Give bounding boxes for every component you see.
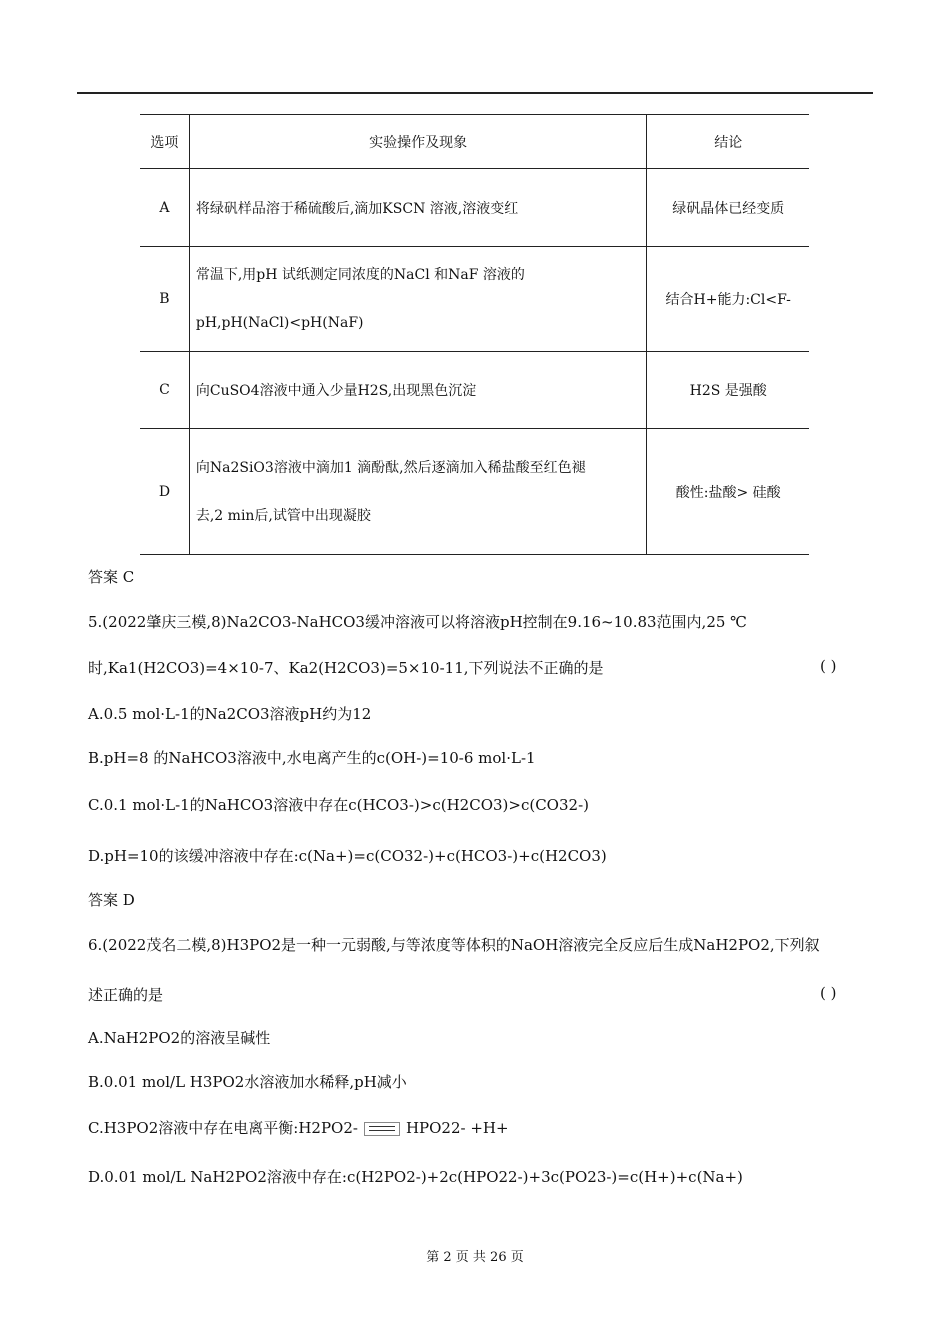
q6-stem-line2: 述正确的是	[88, 986, 164, 1004]
q6-stem-line1: 6.(2022茂名二模,8)H3PO2是一种一元弱酸,与等浓度等体积的NaOH溶液完全反应后生成NaH2PO2,下列叙	[88, 936, 820, 954]
row-option: A	[140, 169, 189, 247]
table-row	[140, 247, 809, 352]
row-option: B	[140, 247, 189, 352]
q6-option-c	[88, 1117, 509, 1138]
q6-option-b: B.0.01 mol/L H3PO2水溶液加水稀释,pH减小	[88, 1073, 407, 1091]
q5-option-d: D.pH=10的该缓冲溶液中存在:c(Na+)=c(CO32-)+c(HCO3-)+c(H2CO3)	[88, 847, 607, 865]
table-header-row	[140, 115, 809, 169]
q5-option-a: A.0.5 mol·L-1的Na2CO3溶液pH约为12	[88, 705, 372, 723]
header-conclusion: 结论	[647, 115, 809, 169]
row-conclusion: 酸性:盐酸> 硅酸	[647, 429, 809, 555]
table-row	[140, 352, 809, 429]
operation-line: 将绿矾样品溶于稀硫酸后,滴加KSCN 溶液,溶液变红	[195, 200, 519, 217]
operation-line: 常温下,用pH 试纸测定同浓度的NaCl 和NaF 溶液的	[195, 267, 525, 283]
q5-stem-line1: 5.(2022肇庆三模,8)Na2CO3-NaHCO3缓冲溶液可以将溶液pH控制在9.16~10.83范围内,25 ℃	[88, 613, 747, 631]
header-option: 选项	[140, 115, 189, 169]
header-operation: 实验操作及现象	[189, 115, 647, 169]
q6-option-a: A.NaH2PO2的溶液呈碱性	[88, 1029, 271, 1047]
answer-4: 答案 C	[88, 568, 135, 586]
experiment-table	[140, 114, 809, 555]
row-operation	[189, 247, 647, 352]
row-conclusion: 绿矾晶体已经变质	[647, 169, 809, 247]
row-operation	[189, 429, 647, 555]
q5-answer-blank: ( )	[820, 657, 837, 675]
row-conclusion: 结合H+能力:Cl<F-	[647, 247, 809, 352]
operation-line: 去,2 min后,试管中出现凝胶	[195, 507, 371, 524]
header-rule	[77, 92, 873, 94]
table-row	[140, 429, 809, 555]
equilibrium-arrow-icon	[364, 1122, 400, 1136]
operation-line: 向Na2SiO3溶液中滴加1 滴酚酞,然后逐滴加入稀盐酸至红色褪	[195, 459, 586, 476]
q6-option-d: D.0.01 mol/L NaH2PO2溶液中存在:c(H2PO2-)+2c(HPO22-)+3c(PO23-)=c(H+)+c(Na+)	[88, 1168, 743, 1186]
operation-line: pH,pH(NaCl)<pH(NaF)	[195, 315, 364, 331]
row-operation	[189, 352, 647, 429]
q6-option-c-left: C.H3PO2溶液中存在电离平衡:H2PO2-	[88, 1119, 358, 1137]
q6-answer-blank: ( )	[820, 984, 837, 1002]
row-option: D	[140, 429, 189, 555]
q6-option-c-right: HPO22- +H+	[405, 1119, 509, 1137]
q5-stem-line2: 时,Ka1(H2CO3)=4×10-7、Ka2(H2CO3)=5×10-11,下列说法不正确的是	[88, 659, 604, 677]
page-footer: 第 2 页 共 26 页	[426, 1250, 524, 1265]
row-option: C	[140, 352, 189, 429]
table-row	[140, 169, 809, 247]
q5-option-c: C.0.1 mol·L-1的NaHCO3溶液中存在c(HCO3-)>c(H2CO3)>c(CO32-)	[88, 796, 589, 814]
answer-5: 答案 D	[88, 891, 135, 909]
row-operation	[189, 169, 647, 247]
q5-option-b: B.pH=8 的NaHCO3溶液中,水电离产生的c(OH-)=10-6 mol·L-1	[88, 749, 536, 767]
operation-line: 向CuSO4溶液中通入少量H2S,出现黑色沉淀	[195, 383, 477, 399]
row-conclusion: H2S 是强酸	[647, 352, 809, 429]
